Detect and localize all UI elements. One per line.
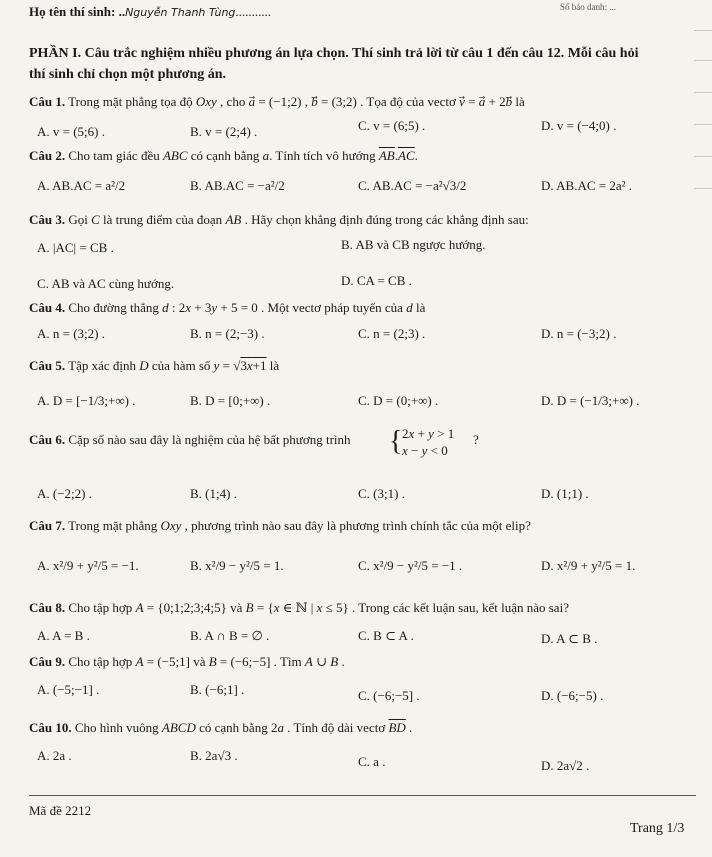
q8-option-a[interactable]: A. A = B . — [37, 628, 90, 643]
q5-option-b[interactable]: B. D = [0;+∞) . — [190, 393, 271, 408]
q8-option-b[interactable]: B. A ∩ B = ∅ . — [190, 628, 270, 643]
q6-option-a[interactable]: A. (−2;2) . — [37, 486, 92, 501]
q9-option-b[interactable]: B. (−6;1] . — [190, 682, 245, 697]
q10-option-b[interactable]: B. 2a√3 . — [190, 748, 238, 763]
q8-option-c[interactable]: C. B ⊂ A . — [358, 628, 414, 643]
question-8: Câu 8. Cho tập hợp A = {0;1;2;3;4;5} và B = {x ∈ ℕ | x ≤ 5} . Trong các kết luận sau, kết luận nào sai? — [29, 600, 569, 615]
q7-option-d[interactable]: D. x²/9 + y²/5 = 1. — [541, 558, 636, 573]
margin-line — [694, 92, 712, 93]
margin-line — [694, 188, 712, 189]
q6-option-c[interactable]: C. (3;1) . — [358, 486, 405, 501]
q4-option-d[interactable]: D. n = (−3;2) . — [541, 326, 617, 341]
q9-option-a[interactable]: A. (−5;−1] . — [37, 682, 100, 697]
q7-option-b[interactable]: B. x²/9 − y²/5 = 1. — [190, 558, 284, 573]
q6-option-b[interactable]: B. (1;4) . — [190, 486, 237, 501]
q3-option-a[interactable]: A. |AC| = CB . — [37, 240, 114, 255]
q6-option-d[interactable]: D. (1;1) . — [541, 486, 589, 501]
part-title: PHẦN I. Câu trắc nghiệm nhiều phương án lựa chọn. Thí sinh trả lời từ câu 1 đến câu 12. Mỗi câu hỏi — [29, 46, 639, 61]
question-mark: ? — [473, 432, 479, 447]
q3-option-c[interactable]: C. AB và AC cùng hướng. — [37, 276, 175, 291]
q3-option-d[interactable]: D. CA = CB . — [341, 273, 412, 288]
question-1: Câu 1. Trong mặt phẳng tọa độ Oxy , cho a⃗ = (−1;2) , b⃗ = (3;2) . Tọa độ của vectơ v⃗ = a⃗ + 2b⃗ là — [29, 94, 525, 109]
q8-option-d[interactable]: D. A ⊂ B . — [541, 631, 598, 646]
q2-option-c[interactable]: C. AB.AC = −a²√3/2 — [358, 178, 467, 193]
q4-option-b[interactable]: B. n = (2;−3) . — [190, 326, 265, 341]
q10-option-d[interactable]: D. 2a√2 . — [541, 758, 590, 773]
question-7: Câu 7. Trong mặt phẳng Oxy , phương trình nào sau đây là phương trình chính tắc của một elip? — [29, 518, 531, 533]
q5-option-a[interactable]: A. D = [−1/3;+∞) . — [37, 393, 136, 408]
q9-option-c[interactable]: C. (−6;−5] . — [358, 688, 420, 703]
q10-option-a[interactable]: A. 2a . — [37, 748, 72, 763]
page-number: Trang 1/3 — [630, 821, 685, 836]
q9-option-d[interactable]: D. (−6;−5) . — [541, 688, 604, 703]
q1-option-d[interactable]: D. v = (−4;0) . — [541, 118, 617, 133]
q7-option-c[interactable]: C. x²/9 − y²/5 = −1 . — [358, 558, 463, 573]
q2-option-d[interactable]: D. AB.AC = 2a² . — [541, 178, 633, 193]
margin-line — [694, 156, 712, 157]
exam-code: Mã đề 2212 — [29, 803, 92, 818]
q5-option-d[interactable]: D. D = (−1/3;+∞) . — [541, 393, 640, 408]
q1-option-a[interactable]: A. v = (5;6) . — [37, 124, 105, 139]
part-subtitle: thí sinh chỉ chọn một phương án. — [29, 67, 227, 82]
question-3: Câu 3. Gọi C là trung điểm của đoạn AB . Hãy chọn khẳng định đúng trong các khẳng định sau: — [29, 212, 529, 227]
q4-option-c[interactable]: C. n = (2;3) . — [358, 326, 426, 341]
q4-option-a[interactable]: A. n = (3;2) . — [37, 326, 105, 341]
inequality-2: x − y < 0 — [402, 443, 448, 458]
q2-option-b[interactable]: B. AB.AC = −a²/2 — [190, 178, 285, 193]
question-6: Câu 6. Cặp số nào sau đây là nghiệm của hệ bất phương trình — [29, 432, 351, 447]
margin-line — [694, 30, 712, 31]
handwritten-name: Nguyễn Thanh Tùng — [125, 6, 236, 19]
q7-option-a[interactable]: A. x²/9 + y²/5 = −1. — [37, 558, 139, 573]
margin-line — [694, 124, 712, 125]
inequality-1: 2x + y > 1 — [402, 426, 455, 441]
name-label: Họ tên thí sinh: ..Nguyễn Thanh Tùng........... — [29, 4, 272, 19]
question-5: Câu 5. Tập xác định D của hàm số y = √3x+1 là — [29, 358, 280, 373]
question-2: Câu 2. Cho tam giác đều ABC có cạnh bằng a. Tính tích vô hướng $\overline{AB}.\overline{AC}$. — [29, 148, 418, 163]
question-10: Câu 10. Cho hình vuông ABCD có cạnh bằng 2a . Tính độ dài vectơ $\overline{BD}$ . — [29, 720, 413, 735]
q10-option-c[interactable]: C. a . — [358, 754, 386, 769]
q1-option-c[interactable]: C. v = (6;5) . — [358, 118, 426, 133]
margin-line — [694, 60, 712, 61]
question-4: Câu 4. Cho đường thẳng d : 2x + 3y + 5 = 0 . Một vectơ pháp tuyến của d là — [29, 300, 426, 315]
q3-option-b[interactable]: B. AB và CB ngược hướng. — [341, 237, 486, 252]
system-brace: { — [389, 426, 403, 457]
q5-option-c[interactable]: C. D = (0;+∞) . — [358, 393, 439, 408]
question-9: Câu 9. Cho tập hợp A = (−5;1] và B = (−6;−5] . Tìm A ∪ B . — [29, 654, 345, 669]
sbd-label: Số báo danh: ... — [560, 2, 616, 12]
q1-option-b[interactable]: B. v = (2;4) . — [190, 124, 258, 139]
q2-option-a[interactable]: A. AB.AC = a²/2 — [37, 178, 126, 193]
footer-divider — [29, 795, 696, 796]
